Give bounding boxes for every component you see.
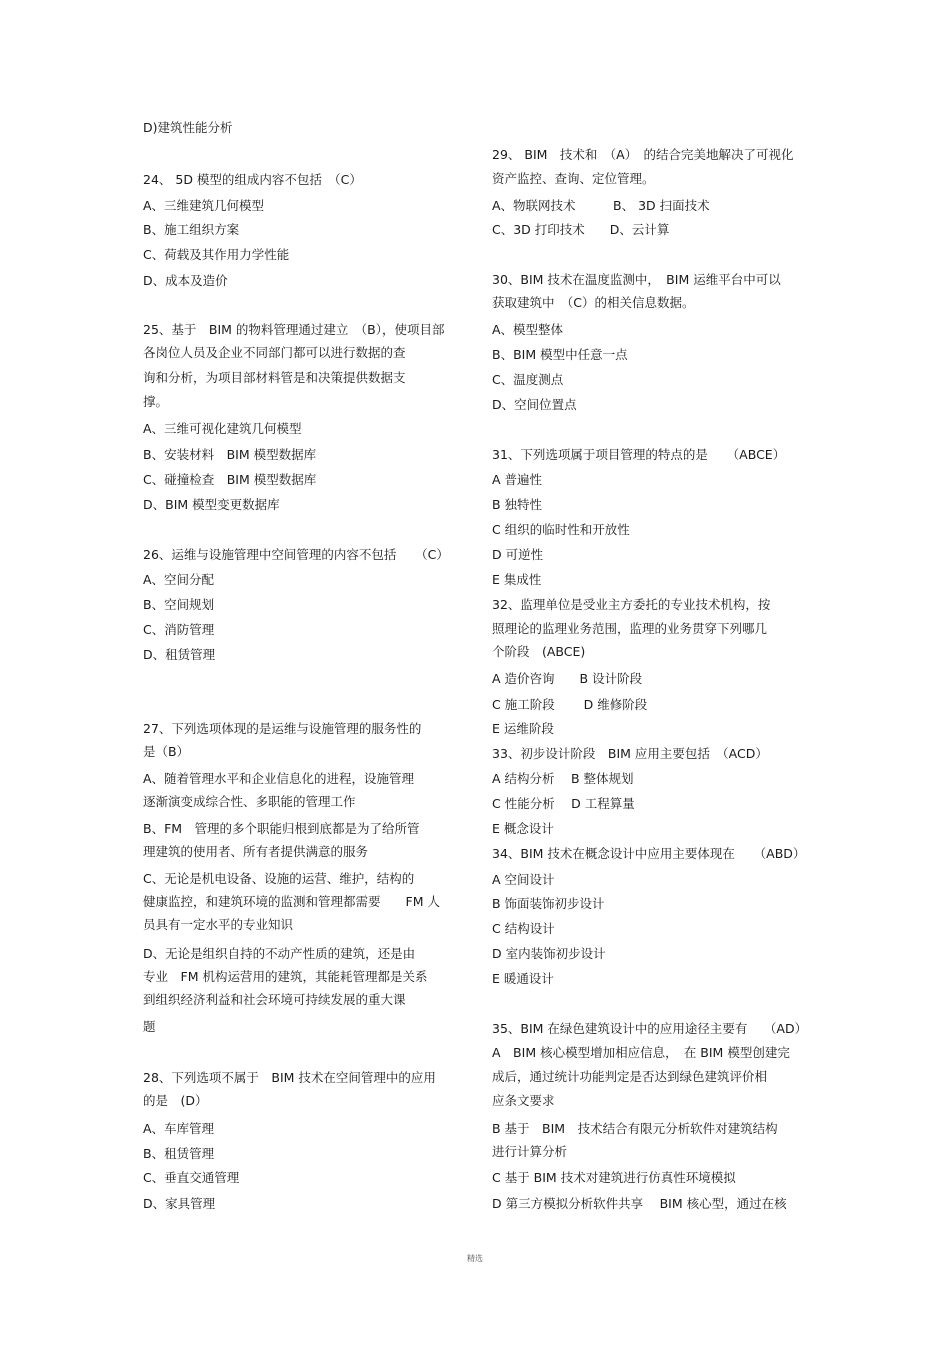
text-line: 员具有一定水平的专业知识 <box>143 917 294 932</box>
text-line: 理建筑的使用者、所有者提供满意的服务 <box>143 844 369 859</box>
text-line: B、安装材料 BIM 模型数据库 <box>143 447 317 462</box>
text-line: A、空间分配 <box>143 572 215 587</box>
text-line: A BIM 核心模型增加相应信息， 在 BIM 模型创建完 <box>492 1045 790 1060</box>
text-line: A 空间设计 <box>492 872 555 887</box>
text-line: C 性能分析 D 工程算量 <box>492 796 635 811</box>
text-line: D、无论是组织自持的不动产性质的建筑，还是由 <box>143 946 416 961</box>
text-line: 33、初步设计阶段 BIM 应用主要包括 （ACD） <box>492 746 768 761</box>
text-line: D 可逆性 <box>492 547 544 562</box>
text-line: C 施工阶段 D 维修阶段 <box>492 697 648 712</box>
text-line: C、垂直交通管理 <box>143 1170 240 1185</box>
text-line: A、物联网技术 B、 3D 扫面技术 <box>492 198 710 213</box>
text-line: 应条文要求 <box>492 1093 555 1108</box>
text-line: C、消防管理 <box>143 622 215 637</box>
text-line: 逐渐演变成综合性、多职能的管理工作 <box>143 794 356 809</box>
text-line: B、FM 管理的多个职能归根到底都是为了给所管 <box>143 821 420 836</box>
text-line: A、三维可视化建筑几何模型 <box>143 421 302 436</box>
text-line: 照理论的监理业务范围，监理的业务贯穿下列哪几 <box>492 621 768 636</box>
text-line: 35、BIM 在绿色建筑设计中的应用途径主要有 （AD） <box>492 1021 808 1036</box>
text-line: 个阶段 (ABCE) <box>492 644 586 659</box>
text-line: A、车库管理 <box>143 1121 215 1136</box>
text-line: E 集成性 <box>492 572 542 587</box>
text-line: B 饰面装饰初步设计 <box>492 896 605 911</box>
page-footer: 精选 <box>467 1254 483 1263</box>
text-line: A、三维建筑几何模型 <box>143 198 265 213</box>
text-line: 题 <box>143 1019 156 1034</box>
text-line: D 第三方模拟分析软件共享 BIM 核心型，通过在核 <box>492 1196 787 1211</box>
text-line: 是（B） <box>143 744 190 759</box>
text-line: B、租赁管理 <box>143 1146 215 1161</box>
text-line: 专业 FM 机构运营用的建筑，其能耗管理都是关系 <box>143 969 428 984</box>
text-line: B、施工组织方案 <box>143 222 240 237</box>
text-line: 27、下列选项体现的是运维与设施管理的服务性的 <box>143 721 422 736</box>
text-line: D、家具管理 <box>143 1196 216 1211</box>
text-line: 32、监理单位是受业主方委托的专业技术机构，按 <box>492 597 771 612</box>
text-line: D 室内装饰初步设计 <box>492 946 606 961</box>
text-line: 资产监控、查询、定位管理。 <box>492 171 655 186</box>
text-line: D、成本及造价 <box>143 273 228 288</box>
text-line: C、无论是机电设备、设施的运营、维护，结构的 <box>143 871 415 886</box>
text-line: 到组织经济利益和社会环境可持续发展的重大课 <box>143 992 406 1007</box>
text-line: D、租赁管理 <box>143 647 216 662</box>
text-line: B 基于 BIM 技术结合有限元分析软件对建筑结构 <box>492 1121 778 1136</box>
text-line: 进行计算分析 <box>492 1144 568 1159</box>
text-line: 28、下列选项不属于 BIM 技术在空间管理中的应用 <box>143 1070 436 1085</box>
text-line: 24、 5D 模型的组成内容不包括 （C） <box>143 172 362 187</box>
text-line: 29、 BIM 技术和 （A） 的结合完美地解决了可视化 <box>492 147 794 162</box>
text-line: A 普遍性 <box>492 472 543 487</box>
text-line: A、模型整体 <box>492 322 564 337</box>
text-line: 34、BIM 技术在概念设计中应用主要体现在 （ABD） <box>492 846 806 861</box>
text-line: C、荷载及其作用力学性能 <box>143 247 290 262</box>
text-line: C 结构设计 <box>492 921 555 936</box>
text-line: B、空间规划 <box>143 597 215 612</box>
text-line: 31、下列选项属于项目管理的特点的是 （ABCE） <box>492 447 786 462</box>
text-line: C、3D 打印技术 D、云计算 <box>492 222 670 237</box>
text-line: 撑。 <box>143 394 169 409</box>
text-line: D、空间位置点 <box>492 397 577 412</box>
text-line: E 概念设计 <box>492 821 554 836</box>
text-line: C、温度测点 <box>492 372 564 387</box>
text-line: 的是 (D） <box>143 1093 208 1108</box>
text-line: E 暖通设计 <box>492 971 554 986</box>
text-line: C、碰撞检查 BIM 模型数据库 <box>143 472 317 487</box>
text-line: C 基于 BIM 技术对建筑进行仿真性环境模拟 <box>492 1170 736 1185</box>
text-line: E 运维阶段 <box>492 721 554 736</box>
text-line: 获取建筑中 （C）的相关信息数据。 <box>492 295 695 310</box>
text-line: B 独特性 <box>492 497 543 512</box>
text-line: 各岗位人员及企业不同部门都可以进行数据的查 <box>143 345 406 360</box>
text-line: 26、运维与设施管理中空间管理的内容不包括 （C） <box>143 547 449 562</box>
text-line: B、BIM 模型中任意一点 <box>492 347 628 362</box>
text-line: A 造价咨询 B 设计阶段 <box>492 671 643 686</box>
text-line: 30、BIM 技术在温度监测中， BIM 运维平台中可以 <box>492 272 781 287</box>
text-line: 25、基于 BIM 的物料管理通过建立 （B），使项目部 <box>143 322 445 337</box>
text-line: A 结构分析 B 整体规划 <box>492 771 634 786</box>
text-line: 健康监控，和建筑环境的监测和管理都需要 FM 人 <box>143 894 440 909</box>
text-line: 询和分析，为项目部材料管是和决策提供数据支 <box>143 370 406 385</box>
text-line: A、随着管理水平和企业信息化的进程，设施管理 <box>143 771 415 786</box>
text-line: 成后，通过统计功能判定是否达到绿色建筑评价相 <box>492 1069 768 1084</box>
text-line: D)建筑性能分析 <box>143 120 233 135</box>
text-line: D、BIM 模型变更数据库 <box>143 497 280 512</box>
text-line: C 组织的临时性和开放性 <box>492 522 630 537</box>
